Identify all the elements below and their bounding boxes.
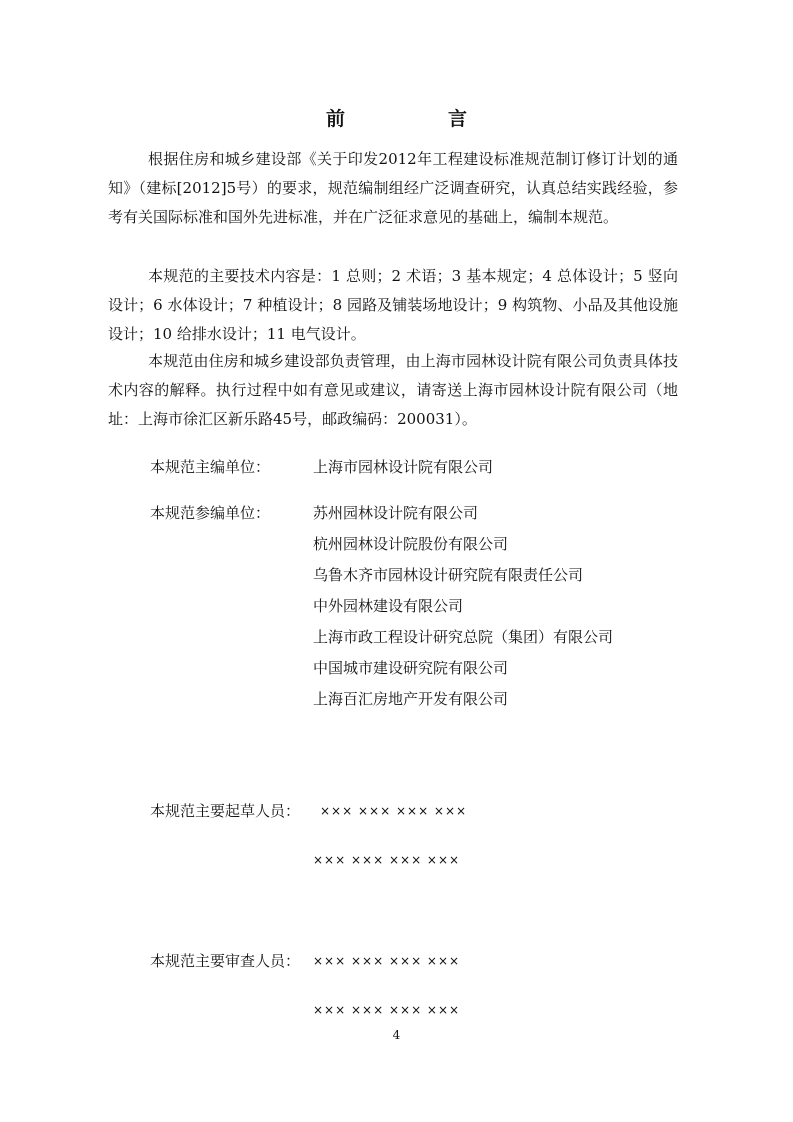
management-paragraph: 本规范由住房和城乡建设部负责管理，由上海市园林设计院有限公司负责具体技术内容的解释。执行过程中如有意见或建议，请寄送上海市园林设计院有限公司（地址：上海市徐汇区新乐路45号，邮政编码：200031）。 [108,352,678,428]
intro-paragraph: 根据住房和城乡建设部《关于印发2012年工程建设标准规范制订修订计划的通知》（建标[2012]5号）的要求，规范编制组经广泛调查研究，认真总结实践经验，参考有关国际标准和国外先进标准，并在广泛征求意见的基础上，编制本规范。 [108,150,678,226]
page-title: 前 言 [325,108,509,130]
chief-editor-value: 上海市园林设计院有限公司 [313,458,494,476]
page-number: 4 [392,1028,401,1042]
participant-item: 中外园林建设有限公司 [313,597,464,615]
participant-item: 杭州园林设计院股份有限公司 [313,535,509,553]
drafters-names: ××× ××× ××× ××× [320,804,468,818]
technical-content-paragraph: 本规范的主要技术内容是：1 总则；2 术语；3 基本规定；4 总体设计；5 竖向设计；6 水体设计；7 种植设计；8 园路及铺装场地设计；9 构筑物、小品及其他设施设计；10 给排水设计；11 电气设计。 [108,267,678,343]
reviewers-names: ××× ××× ××× ××× [313,954,461,968]
chief-editor-label: 本规范主编单位： [150,458,271,476]
participant-item: 上海市政工程设计研究总院（集团）有限公司 [313,628,614,646]
participant-item: 中国城市建设研究院有限公司 [313,659,509,677]
reviewers-names: ××× ××× ××× ××× [313,1003,461,1017]
participant-item: 上海百汇房地产开发有限公司 [313,690,509,708]
reviewers-label: 本规范主要审查人员： [150,952,301,970]
participant-item: 苏州园林设计院有限公司 [313,504,479,522]
drafters-names: ××× ××× ××× ××× [313,853,461,867]
participant-item: 乌鲁木齐市园林设计研究院有限责任公司 [313,566,584,584]
participants-label: 本规范参编单位： [150,504,271,522]
drafters-label: 本规范主要起草人员： [150,802,301,820]
